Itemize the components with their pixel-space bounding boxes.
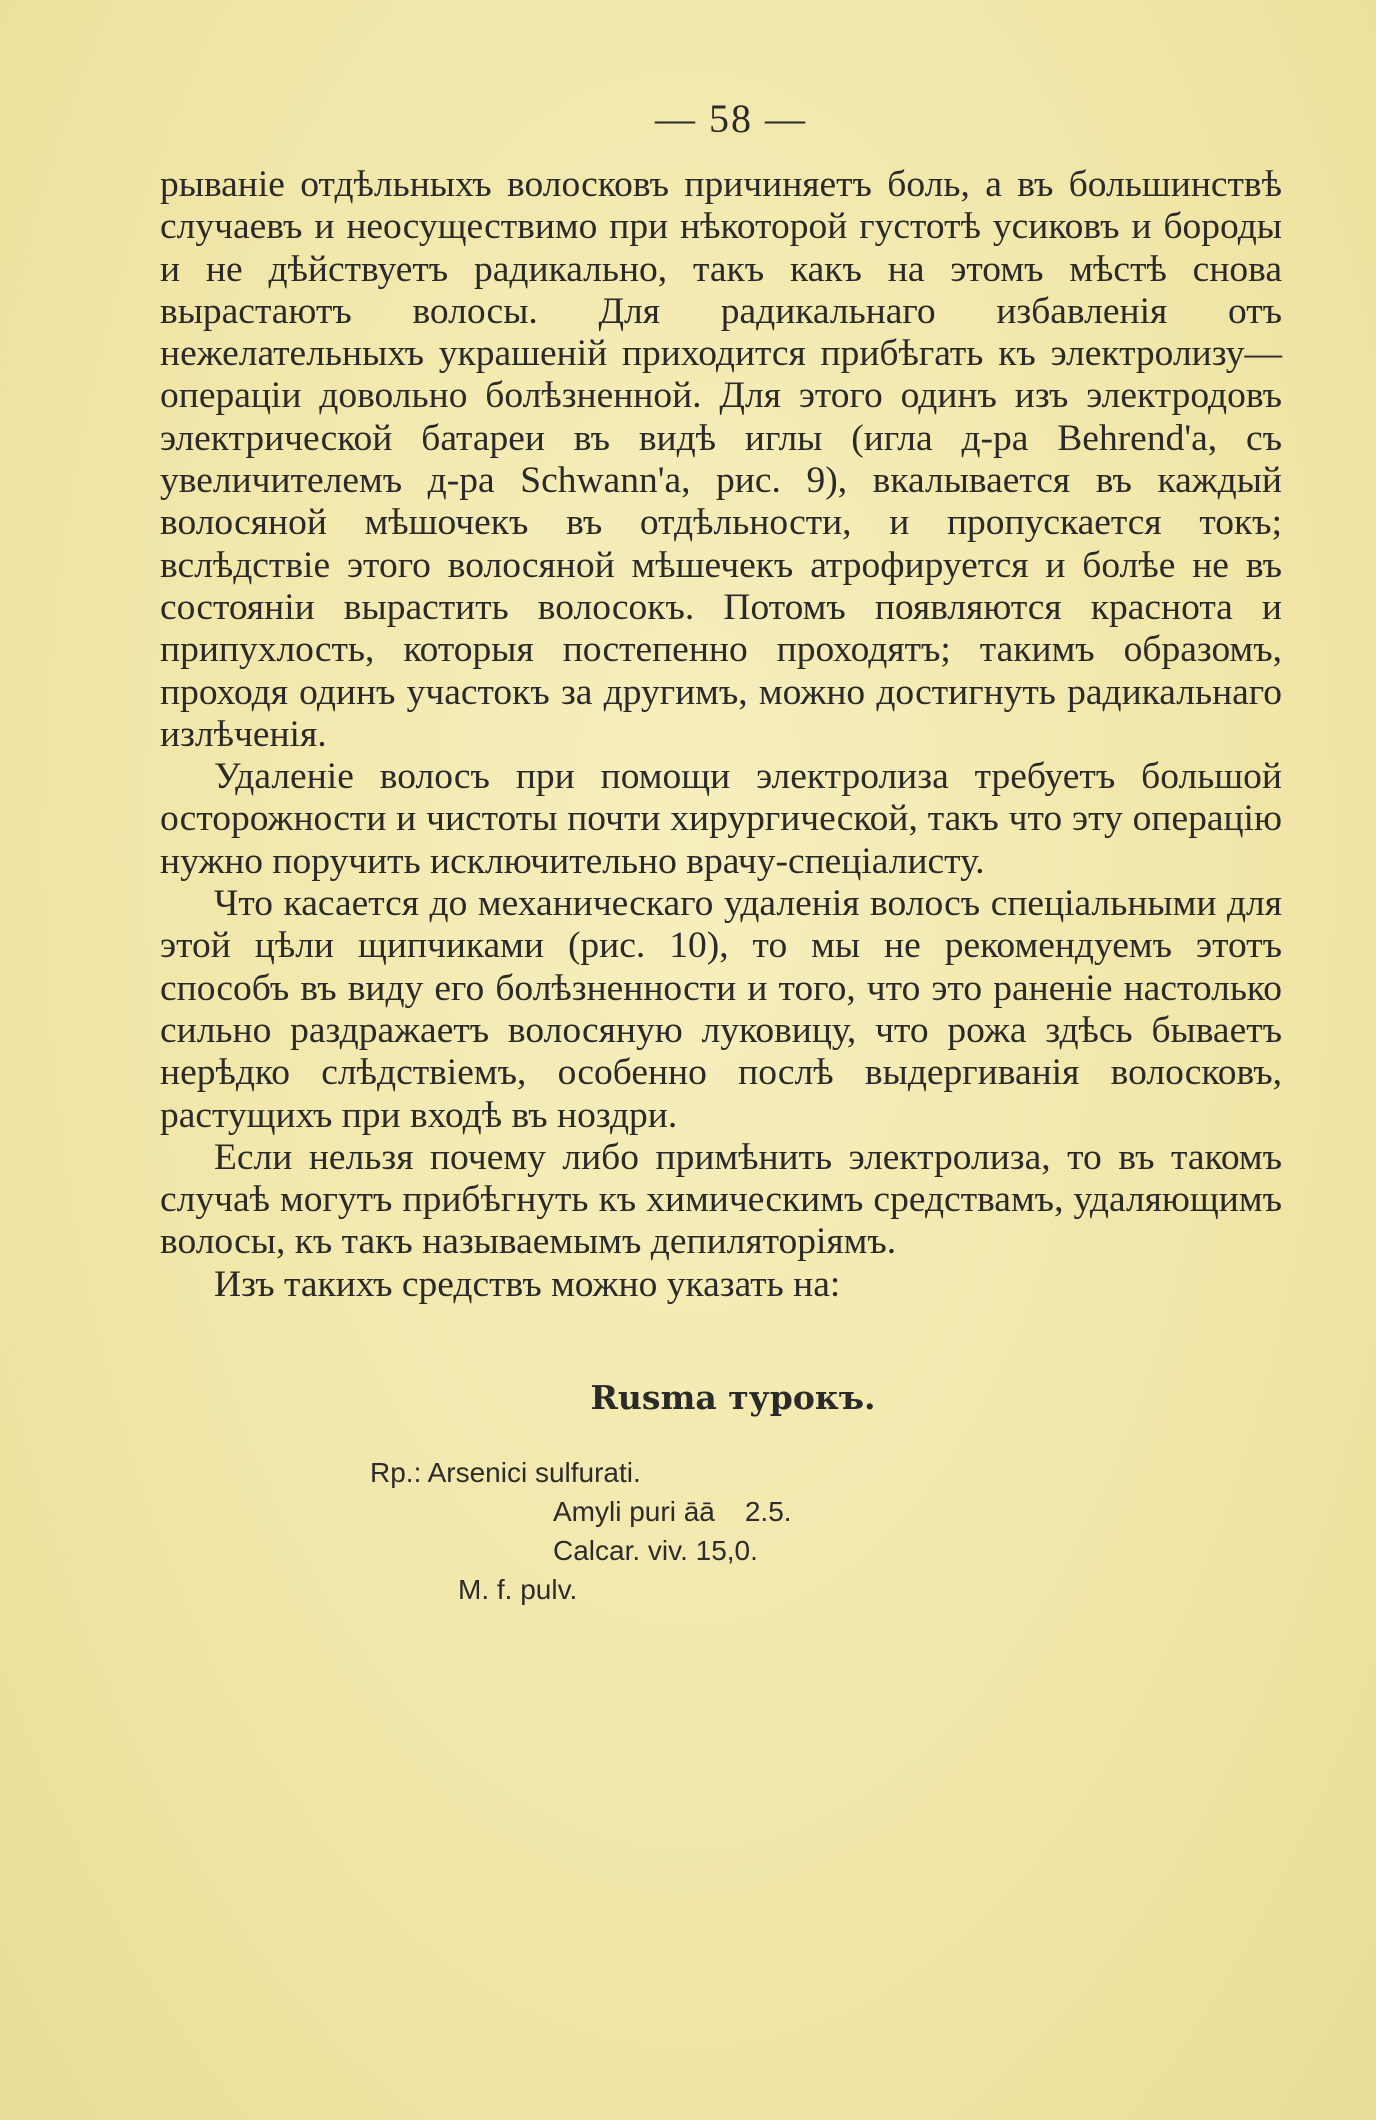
recipe-line: M. f. pulv.: [458, 1574, 578, 1606]
recipe-line: Rp.: Arsenici sulfurati.: [370, 1457, 641, 1489]
paragraph-list-intro: Изъ такихъ средствъ можно указать на:: [214, 1263, 841, 1305]
paragraph-mechanical-removal: Что касается до механическаго удаленiя волосъ спецiальными для этой цѣли щипчиками (рис. 10), то мы не рекомендуемъ этотъ способъ въ виду его болѣзненности и того, что это раненiе настолько сильно раздражаетъ волосяную луковицу, что рожа здѣсь бываетъ нерѣдко слѣдствiемъ, особенно послѣ выдергиванiя волосковъ, растущихъ при входѣ въ ноздри.: [160, 883, 1282, 1136]
body-text: [160, 164, 1282, 1306]
paragraph-continuation: рыванiе отдѣльныхъ волосковъ причиняетъ боль, а въ большинствѣ случаевъ и неосуществимо при нѣкоторой густотѣ усиковъ и бороды и не дѣйствуетъ радикально, такъ какъ на этомъ мѣстѣ снова вырастаютъ волосы. Для радикальнаго избавленiя отъ нежелательныхъ украшенiй приходится прибѣгать къ электролизу—операцiи довольно болѣзненной. Для этого одинъ изъ электродовъ электрической батареи въ видѣ иглы (игла д-ра Behrend'а, съ увеличителемъ д-ра Schwann'a, рис. 9), вкалывается въ каждый волосяной мѣшочекъ въ отдѣльности, и пропускается токъ; вслѣдствiе этого волосяной мѣшечекъ атрофируется и болѣе не въ состоянiи вырастить волосокъ. Потомъ появляются краснота и припухлость, которыя постепенно проходятъ; такимъ образомъ, проходя одинъ участокъ за другимъ, можно достигнуть радикальнаго излѣченiя.: [160, 164, 1282, 755]
section-heading: Rusma турокъ.: [590, 1378, 876, 1418]
recipe-quantity: 2.5.: [744, 1496, 792, 1528]
recipe: [160, 1453, 1282, 1609]
document-page: [160, 95, 1282, 1609]
paragraph-electrolysis-caution: Удаленiе волосъ при помощи электролиза требуетъ большой осторожности и чистоты почти хирургической, такъ что эту операцiю нужно поручить исключительно врачу-спецiалисту.: [160, 756, 1282, 882]
paragraph-chemical-means: Если нельзя почему либо примѣнить электролиза, то въ такомъ случаѣ могутъ прибѣгнуть къ химическимъ средствамъ, удаляющимъ волосы, къ такъ называемымъ депиляторiямъ.: [160, 1136, 1282, 1263]
page-number: — 58 —: [655, 96, 807, 141]
recipe-ingredient: Amyli puri āā: [553, 1496, 715, 1528]
recipe-line: [160, 1492, 1282, 1531]
recipe-line: Calcar. viv. 15,0.: [553, 1535, 758, 1567]
